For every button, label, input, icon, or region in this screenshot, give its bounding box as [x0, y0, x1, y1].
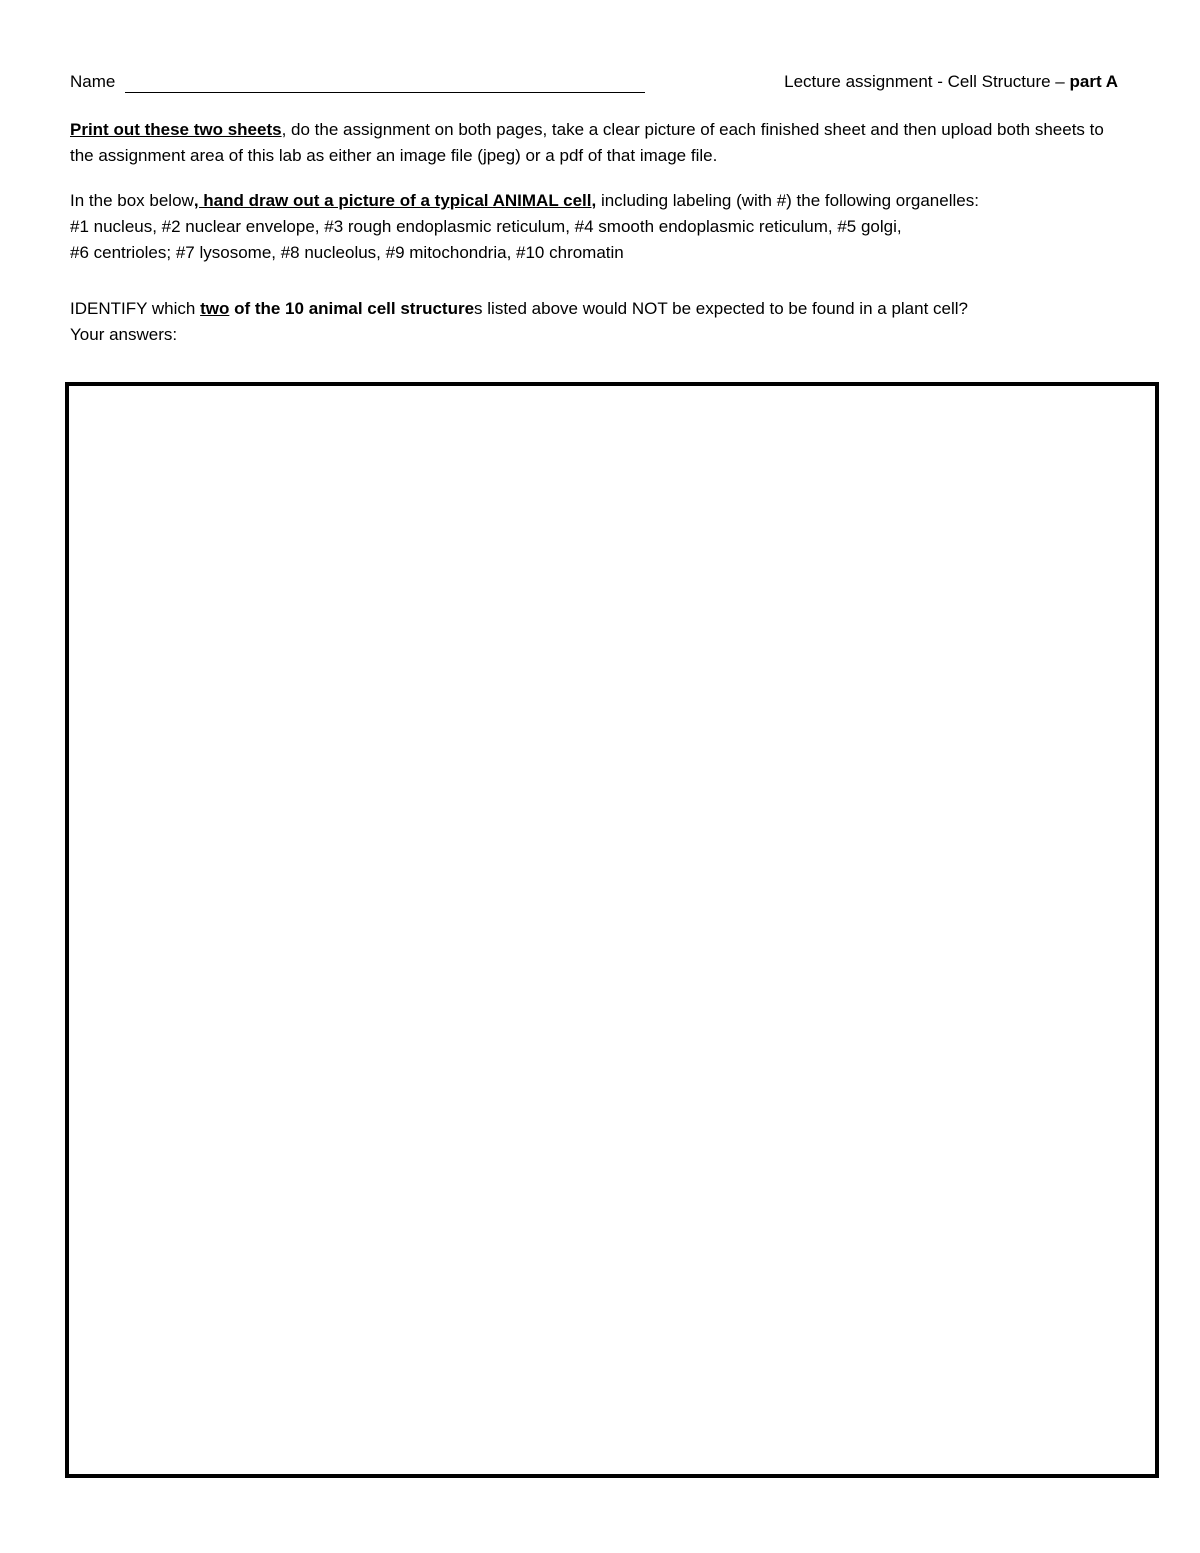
drawing-intro: In the box below — [70, 191, 194, 210]
drawing-instructions — [70, 188, 1130, 266]
drawing-instruction-bold: , hand draw out a picture of a typical ANIMAL cell, — [193, 191, 597, 210]
question-bold-part: of the 10 animal cell structure — [229, 299, 475, 318]
organelle-list-line-1: #1 nucleus, #2 nuclear envelope, #3 rough endoplasmic reticulum, #4 smooth endoplasmic reticulum, #5 golgi, — [70, 217, 902, 236]
assignment-title — [784, 72, 1118, 92]
header — [70, 72, 1120, 98]
question-two: two — [200, 299, 230, 318]
drawing-box[interactable] — [65, 382, 1159, 1478]
title-prefix: Lecture assignment - Cell Structure – — [784, 72, 1070, 91]
name-label: Name — [70, 72, 116, 91]
print-instruction-bold: Print out these two sheets — [70, 120, 282, 139]
title-part: part A — [1069, 72, 1118, 91]
print-instructions — [70, 117, 1130, 169]
drawing-instruction-text: including labeling (with #) the following organelles: — [596, 191, 979, 210]
identify-question — [70, 296, 1130, 348]
question-rest: listed above would NOT be expected to be found in a plant cell? — [482, 299, 968, 318]
organelle-list-line-2: #6 centrioles; #7 lysosome, #8 nucleolus, #9 mitochondria, #10 chromatin — [70, 243, 624, 262]
question-identify: IDENTIFY which — [70, 299, 201, 318]
answers-label: Your answers: — [70, 325, 178, 344]
print-instruction-text: , do the assignment on both pages, take a clear picture of each finished sheet and then upload both sheets to the assignment area of this lab as either an image file (jpeg) or a pdf of that image file. — [70, 120, 1104, 165]
name-input-line[interactable] — [125, 92, 645, 93]
question-s: s — [474, 299, 483, 318]
